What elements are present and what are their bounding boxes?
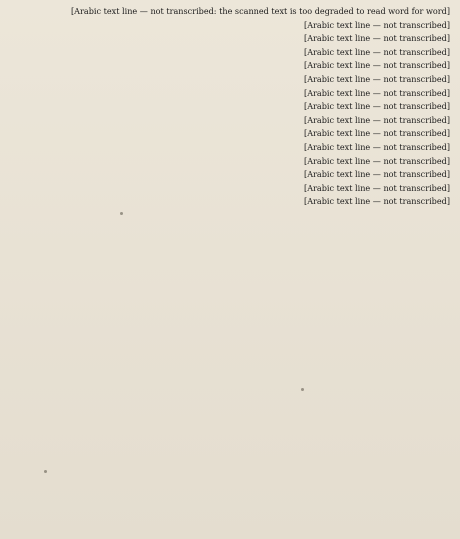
article-body	[8, 6, 450, 208]
scan-speck	[301, 388, 304, 391]
paragraph: [Arabic text line — not transcribed]	[304, 169, 450, 180]
scan-speck	[120, 212, 123, 215]
paragraph: [Arabic text line — not transcribed]	[304, 155, 450, 166]
paragraph: [Arabic text line — not transcribed]	[304, 128, 450, 139]
paragraph: [Arabic text line — not transcribed]	[304, 73, 450, 84]
paragraph: [Arabic text line — not transcribed]	[304, 46, 450, 57]
paragraph: [Arabic text line — not transcribed]	[304, 19, 450, 30]
paragraph: [Arabic text line — not transcribed: the scanned text is too degraded to read word for word]	[71, 6, 450, 16]
paragraph: [Arabic text line — not transcribed]	[304, 87, 450, 98]
paragraph: [Arabic text line — not transcribed]	[304, 141, 450, 152]
scan-speck	[44, 470, 47, 473]
paragraph: [Arabic text line — not transcribed]	[304, 60, 450, 71]
paragraph: [Arabic text line — not transcribed]	[304, 114, 450, 125]
paragraph: [Arabic text line — not transcribed]	[304, 196, 450, 207]
paragraph: [Arabic text line — not transcribed]	[304, 33, 450, 44]
paragraph: [Arabic text line — not transcribed]	[304, 101, 450, 112]
paragraph: [Arabic text line — not transcribed]	[304, 182, 450, 193]
